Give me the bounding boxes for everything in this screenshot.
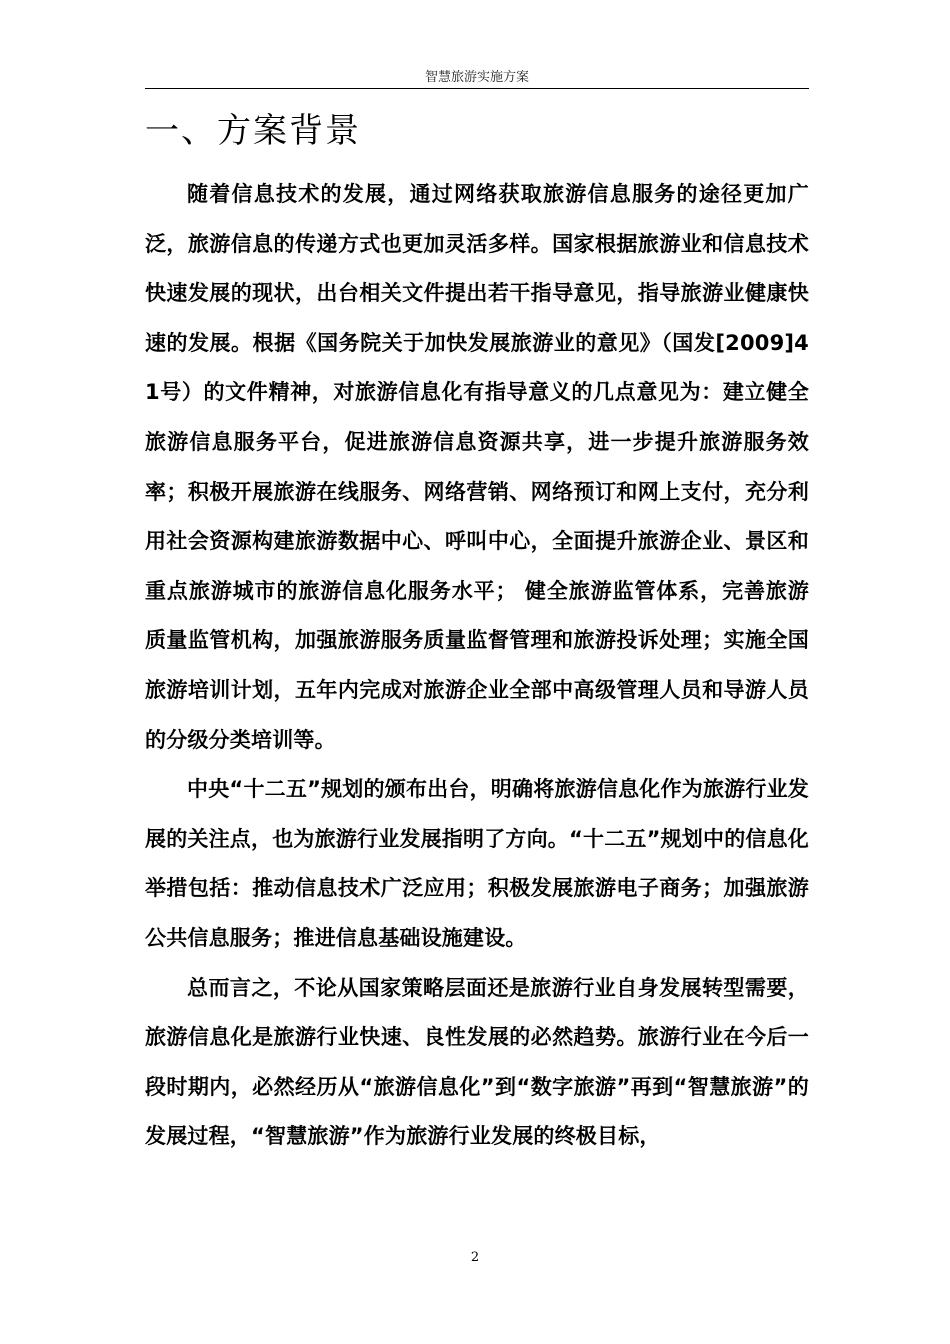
page-number: 2 [470,1250,480,1265]
body-text [145,170,809,1162]
header-title: 智慧旅游实施方案 [424,70,529,85]
page-header [145,0,809,90]
section-title: 一、方案背景 [145,111,361,151]
paragraph-background: 随着信息技术的发展，通过网络获取旅游信息服务的途径更加广泛，旅游信息的传递方式也更加灵活多样。国家根据旅游业和信息技术快速发展的现状，出台相关文件提出若干指导意见，指导旅游业健康快速的发展。根据《国务院关于加快发展旅游业的意见》（国发[2009]41号）的文件精神，对旅游信息化有指导意义的几点意见为：建立健全旅游信息服务平台，促进旅游信息资源共享，进一步提升旅游服务效率；积极开展旅游在线服务、网络营销、网络预订和网上支付，充分利用社会资源构建旅游数据中心、呼叫中心，全面提升旅游企业、景区和重点旅游城市的旅游信息化服务水平； 健全旅游监管体系，完善旅游质量监管机构，加强旅游服务质量监督管理和旅游投诉处理；实施全国旅游培训计划，五年内完成对旅游企业全部中高级管理人员和导游人员的分级分类培训等。 [145,182,809,752]
paragraph-conclusion: 总而言之，不论从国家策略层面还是旅游行业自身发展转型需要，旅游信息化是旅游行业快速、良性发展的必然趋势。旅游行业在今后一段时期内，必然经历从“旅游信息化”到“数字旅游”再到“智慧旅游”的发展过程，“智慧旅游”作为旅游行业发展的终极目标， [145,975,809,1149]
header-rule [145,88,809,89]
paragraph-twelfth-five-year-plan: 中央“十二五”规划的颁布出台，明确将旅游信息化作为旅游行业发展的关注点，也为旅游行业发展指明了方向。“十二五”规划中的信息化举措包括：推动信息技术广泛应用；积极发展旅游电子商务；加强旅游公共信息服务；推进信息基础设施建设。 [145,777,810,950]
